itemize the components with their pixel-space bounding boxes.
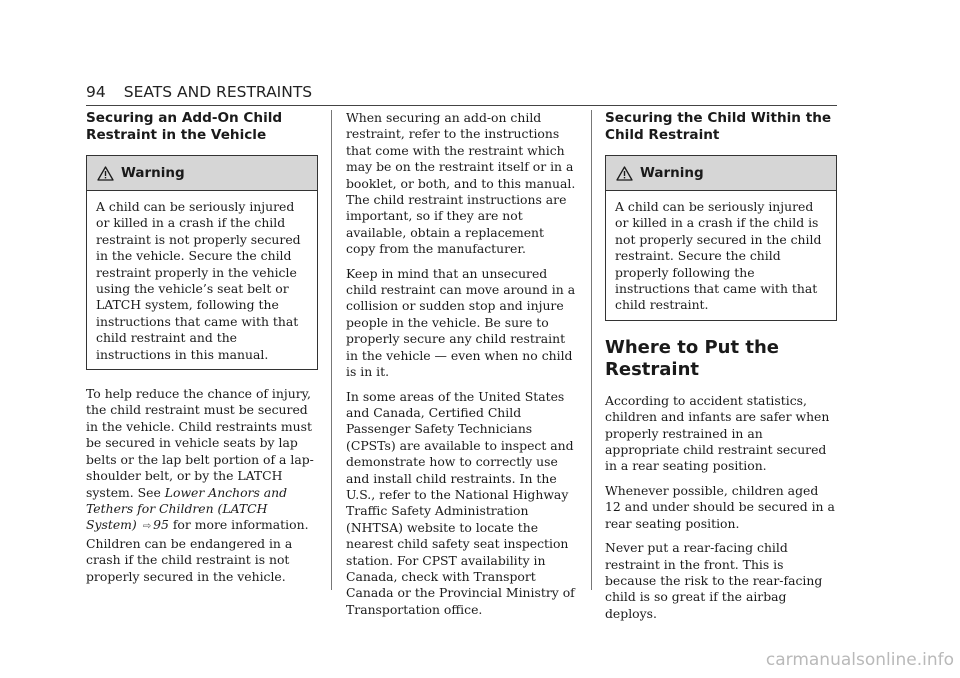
heading-securing-child: Securing the Child Within the Child Restraint bbox=[605, 110, 832, 143]
column-divider bbox=[331, 110, 332, 590]
warning-header bbox=[606, 156, 836, 191]
column-1 bbox=[86, 110, 318, 593]
watermark: carmanualsonline.info bbox=[765, 650, 954, 670]
page-ref-arrow-icon: ⇨ bbox=[142, 521, 152, 533]
column-divider bbox=[591, 110, 592, 590]
heading-where-to-put: Where to Put the Restraint bbox=[605, 336, 779, 380]
heading-add-on-restraint: Securing an Add-On Child Restraint in the Vehicle bbox=[86, 110, 283, 143]
cross-reference-link[interactable]: Lower Anchors and Tethers for Children (LATCH System) bbox=[86, 484, 288, 533]
warning-body bbox=[606, 191, 836, 320]
paragraph: Whenever possible, children aged 12 and under should be secured in a rear seating position. bbox=[605, 482, 835, 531]
paragraph-text: To help reduce the chance of injury, the child restraint must be secured in the vehicle. Child restraints must be secured in vehicle seats by lap belts or the lap belt portion of a lap-shoulder belt, or by the LATCH system. See bbox=[86, 386, 314, 500]
warning-title: Warning bbox=[640, 164, 704, 181]
warning-text: A child can be seriously injured or killed in a crash if the child restraint is not properly secured in the vehicle. Secure the child restraint properly in the vehicle using the vehicle’s seat belt or LATCH system, following the instructions that came with that child restraint and the instructions in this manual. bbox=[96, 199, 301, 362]
warning-text: A child can be seriously injured or killed in a crash if the child is not properly secured in the child restraint. Secure the child properly following the instructions that came with that child restraint. bbox=[615, 199, 822, 313]
paragraph-text: for more information. Children can be endangered in a crash if the child restraint is not properly secured in the vehicle. bbox=[86, 517, 309, 584]
page-number: 94 bbox=[86, 83, 106, 101]
column-2 bbox=[346, 110, 576, 626]
paragraph: In some areas of the United States and Canada, Certified Child Passenger Safety Technicians (CPSTs) are available to inspect and demonstrate how to correctly use and install child restraints. In the U.S., refer to the National Highway Traffic Safety Administration (NHTSA) website to locate the nearest child safety seat inspection station. For CPST availability in Canada, check with Transport Canada or the Provincial Ministry of Transportation office. bbox=[346, 388, 575, 617]
warning-box bbox=[605, 155, 837, 321]
paragraph: Keep in mind that an unsecured child restraint can move around in a collision or sudden stop and injure people in the vehicle. Be sure to properly secure any child restraint in the vehicle — even when no child is in it. bbox=[346, 265, 576, 380]
column-3 bbox=[605, 110, 837, 630]
warning-header bbox=[87, 156, 317, 191]
page-header bbox=[86, 83, 837, 106]
warning-triangle-icon bbox=[97, 166, 114, 181]
warning-triangle-icon bbox=[616, 166, 633, 181]
paragraph: According to accident statistics, children and infants are safer when properly restrained in an appropriate child restraint secured in a rear seating position. bbox=[605, 392, 830, 474]
section-title: SEATS AND RESTRAINTS bbox=[123, 83, 313, 101]
warning-body bbox=[87, 191, 317, 369]
warning-box bbox=[86, 155, 318, 370]
paragraph bbox=[86, 386, 318, 585]
cross-reference-page[interactable]: 95 bbox=[153, 517, 169, 533]
warning-title: Warning bbox=[121, 164, 185, 181]
paragraph: When securing an add-on child restraint, refer to the instructions that come with the restraint which may be on the restraint itself or in a booklet, or both, and to this manual. The child restraint instructions are important, so if they are not available, obtain a replacement copy from the manufacturer. bbox=[346, 110, 576, 257]
paragraph: Never put a rear-facing child restraint in the front. This is because the risk to the rear-facing child is so great if the airbag deploys. bbox=[605, 540, 823, 621]
